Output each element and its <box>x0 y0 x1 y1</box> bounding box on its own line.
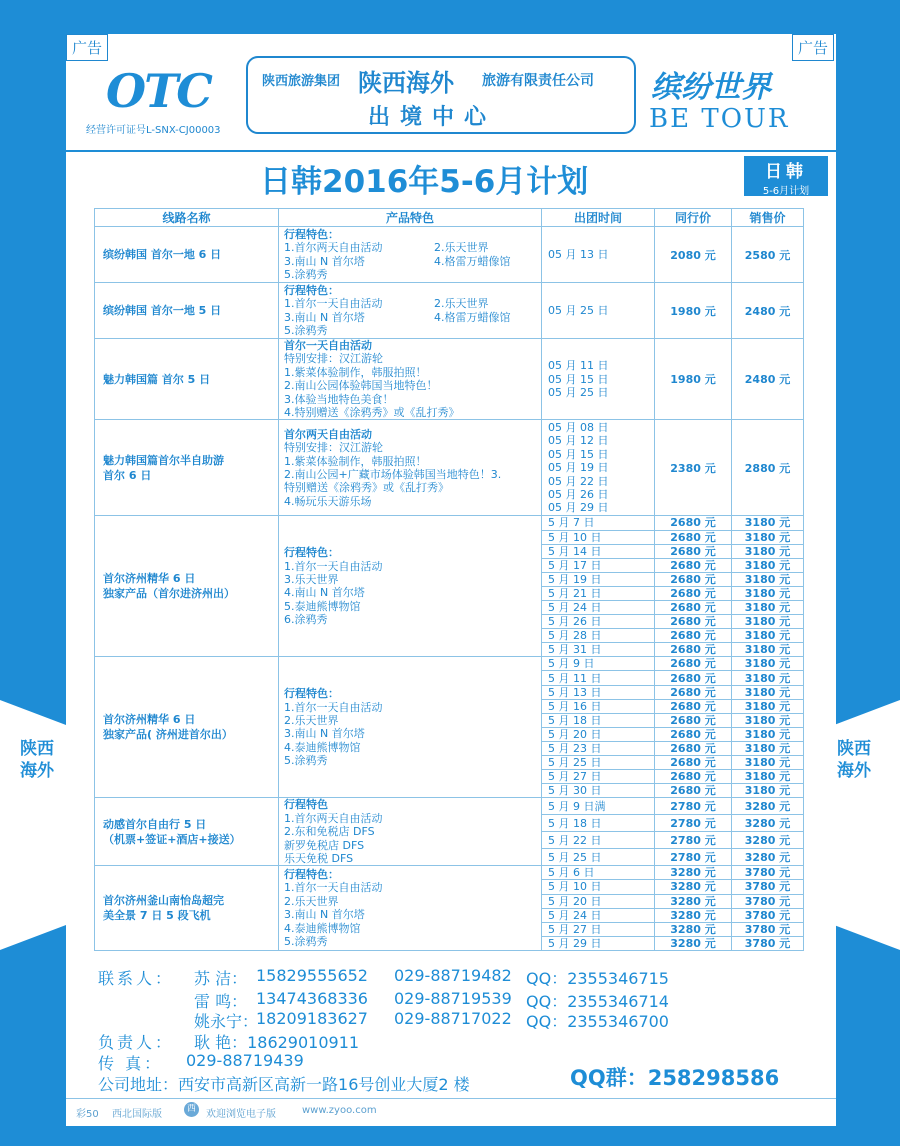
feature-line <box>284 241 541 254</box>
route-name-line: 魅力韩国篇 首尔 5 日 <box>103 372 211 386</box>
product-features <box>279 657 542 798</box>
peer-price: 2680 元 <box>655 516 732 530</box>
page-number: 彩50 <box>76 1109 99 1120</box>
contact-name: 雷 鸣： <box>194 992 248 1011</box>
peer-price: 2680 元 <box>655 601 732 615</box>
feature-line: 4.南山 N 首尔塔 <box>284 586 365 600</box>
route-tag <box>744 156 828 196</box>
table-row <box>95 420 804 516</box>
features-label: 首尔两天自由活动 <box>284 427 372 441</box>
sale-price: 3180 元 <box>732 558 804 572</box>
feature-line <box>284 455 541 468</box>
route-name-line: 美全景 7 日 5 段飞机 <box>103 909 211 923</box>
peer-price: 2680 元 <box>655 756 732 770</box>
header-features: 产品特色 <box>279 209 542 227</box>
feature-line: 5.泰迪熊博物馆 <box>284 599 361 613</box>
feature-line: 5.涂鸦秀 <box>284 934 328 948</box>
departure-date: 05 月 12 日 <box>548 434 609 448</box>
departure-date: 5 月 26 日 <box>542 615 655 629</box>
page-title: 日韩2016年5-6月计划 <box>260 164 589 200</box>
ad-label-right: 广告 <box>792 34 834 61</box>
feature-line: 4.泰迪熊博物馆 <box>284 921 361 935</box>
route-name-line: 缤纷韩国 首尔一地 5 日 <box>103 304 222 317</box>
route-tag-main: 日韩 <box>765 162 807 182</box>
departure-date: 05 月 22 日 <box>548 474 609 488</box>
sale-price: 3180 元 <box>732 530 804 544</box>
departure-date: 5 月 28 日 <box>542 629 655 643</box>
be-tour-logo-en: BE TOUR <box>649 104 790 134</box>
feature-line <box>284 379 541 392</box>
product-features <box>279 420 542 516</box>
sale-price: 3180 元 <box>732 770 804 784</box>
departure-date: 5 月 27 日 <box>542 922 655 936</box>
peer-price: 1980 元 <box>655 339 732 420</box>
departure-date: 5 月 20 日 <box>542 894 655 908</box>
sale-price: 3180 元 <box>732 601 804 615</box>
contact-tel: 029-88719539 <box>394 989 512 1008</box>
peer-price: 2680 元 <box>655 586 732 600</box>
peer-price: 2680 元 <box>655 770 732 784</box>
sale-price: 3280 元 <box>732 798 804 815</box>
sale-price: 3180 元 <box>732 629 804 643</box>
feature-line <box>284 366 541 379</box>
table-row <box>95 657 804 671</box>
table-header-row <box>95 209 804 227</box>
feature-line: 新罗免税店 DFS <box>284 838 365 852</box>
departure-date: 5 月 25 日 <box>542 756 655 770</box>
feature-item: 2.南山公园+广藏市场体验韩国当地特色！3. <box>284 467 502 481</box>
departure-date: 05 月 15 日 <box>548 372 609 386</box>
table-row <box>95 516 804 530</box>
table-row <box>95 339 804 420</box>
contact-name: 苏 洁： <box>194 969 248 988</box>
features-label: 首尔一天自由活动 <box>284 339 372 352</box>
product-features <box>279 227 542 283</box>
peer-price: 2780 元 <box>655 798 732 815</box>
sale-price: 3280 元 <box>732 815 804 832</box>
features-label: 行程特色： <box>284 867 339 881</box>
qq-group: QQ群：258298586 <box>570 1066 780 1090</box>
company-name: 旅游有限责任公司 <box>482 73 594 89</box>
route-name <box>95 516 279 657</box>
page-footer <box>66 1098 836 1126</box>
peer-price: 2780 元 <box>655 849 732 866</box>
feature-item: 1.紫菜体验制作，韩服拍照！ <box>284 365 427 379</box>
departure-date: 5 月 27 日 <box>542 770 655 784</box>
header-peer-price: 同行价 <box>655 209 732 227</box>
license-number: 经营许可证号L-SNX-CJ00003 <box>86 125 221 136</box>
departure-date: 5 月 10 日 <box>542 880 655 894</box>
contact-mobile: 15829555652 <box>256 966 368 985</box>
peer-price: 3280 元 <box>655 894 732 908</box>
departure-date: 5 月 22 日 <box>542 832 655 849</box>
right-side-text: 陕西海外 <box>837 739 871 781</box>
peer-price: 1980 元 <box>655 283 732 339</box>
group-name: 陕西旅游集团 <box>262 74 341 89</box>
route-name-line: 首尔 6 日 <box>103 468 152 482</box>
sale-price: 3180 元 <box>732 727 804 741</box>
feature-item: 1.紫菜体验制作，韩服拍照！ <box>284 454 427 468</box>
manager-value: 耿 艳：18629010911 <box>194 1033 360 1052</box>
peer-price: 2680 元 <box>655 713 732 727</box>
feature-line <box>284 481 541 494</box>
sale-price: 2480 元 <box>732 283 804 339</box>
header-route: 线路名称 <box>95 209 279 227</box>
feature-line <box>284 268 541 281</box>
sale-price: 3180 元 <box>732 643 804 657</box>
feature-item: 1.首尔两天自由活动 <box>284 241 383 255</box>
manager-label: 负责人： <box>98 1033 175 1052</box>
peer-price: 2680 元 <box>655 699 732 713</box>
peer-price: 2680 元 <box>655 544 732 558</box>
product-features <box>279 798 542 866</box>
be-tour-logo-cn: 缤纷世界 <box>651 70 771 105</box>
departure-date: 05 月 15 日 <box>548 447 609 461</box>
sale-price: 3780 元 <box>732 894 804 908</box>
otc-logo: OTC <box>106 64 211 118</box>
sale-price: 3780 元 <box>732 922 804 936</box>
sale-price: 3180 元 <box>732 544 804 558</box>
features-label: 行程特色： <box>284 283 339 297</box>
feature-item: 3.体验当地特色美食！ <box>284 392 394 406</box>
route-name <box>95 866 279 951</box>
departure-date: 5 月 25 日 <box>542 849 655 866</box>
feature-item: 特别赠送《涂鸦秀》或《乱打秀》 <box>284 481 449 495</box>
contact-tel: 029-88719482 <box>394 966 512 985</box>
sale-price: 3780 元 <box>732 908 804 922</box>
table-row <box>95 283 804 339</box>
route-name-line: 独家产品( 济州进首尔出） <box>103 728 233 742</box>
contact-qq: QQ：2355346700 <box>526 1012 669 1031</box>
sale-price: 3180 元 <box>732 615 804 629</box>
feature-line <box>284 255 541 268</box>
feature-line <box>284 311 541 324</box>
departure-date: 5 月 16 日 <box>542 699 655 713</box>
features-label: 行程特色： <box>284 687 339 701</box>
product-features <box>279 283 542 339</box>
feature-line <box>284 352 541 365</box>
address-row <box>98 1072 470 1092</box>
departure-date: 5 月 29 日 <box>542 936 655 950</box>
feature-line: 2.东和免税店 DFS <box>284 825 375 839</box>
route-name-line: 魅力韩国篇首尔半自助游 <box>103 453 224 467</box>
peer-price: 2680 元 <box>655 657 732 671</box>
contact-mobile: 13474368336 <box>256 989 368 1008</box>
sale-price: 3180 元 <box>732 586 804 600</box>
departure-date: 5 月 24 日 <box>542 601 655 615</box>
peer-price: 3280 元 <box>655 908 732 922</box>
welcome-text: 欢迎浏览电子版 <box>206 1109 276 1120</box>
feature-item: 5.涂鸦秀 <box>284 267 328 281</box>
sale-price: 3180 元 <box>732 657 804 671</box>
departure-date: 05 月 26 日 <box>548 488 609 502</box>
features-label: 行程特色： <box>284 227 339 241</box>
feature-line <box>284 406 541 419</box>
peer-price: 2680 元 <box>655 530 732 544</box>
edition-name: 西北国际版 <box>112 1109 162 1120</box>
sale-price: 3180 元 <box>732 756 804 770</box>
departure-date: 5 月 21 日 <box>542 586 655 600</box>
departure-date: 05 月 19 日 <box>548 461 609 475</box>
departure-date: 05 月 25 日 <box>548 303 609 317</box>
feature-item: 4.格雷万蜡像馆 <box>434 310 511 324</box>
department-name: 出境中心 <box>368 105 497 130</box>
website-link[interactable]: www.zyoo.com <box>302 1105 377 1116</box>
departure-date: 05 月 08 日 <box>548 421 609 435</box>
feature-item: 2.乐天世界 <box>434 297 489 311</box>
header-dates: 出团时间 <box>542 209 655 227</box>
departure-date: 5 月 18 日 <box>542 713 655 727</box>
peer-price: 2680 元 <box>655 727 732 741</box>
peer-price: 2780 元 <box>655 815 732 832</box>
feature-line: 2.乐天世界 <box>284 713 339 727</box>
feature-line <box>284 468 541 481</box>
edition-icon: 西 <box>184 1102 199 1117</box>
route-name-line: （机票+签证+酒店+接送） <box>103 832 241 846</box>
contact-tel: 029-88717022 <box>394 1009 512 1028</box>
departure-dates <box>542 283 655 339</box>
route-name-line: 首尔济州釜山南怡岛超完 <box>103 894 224 908</box>
departure-date: 5 月 9 日满 <box>542 798 655 815</box>
contact-mobile: 18209183627 <box>256 1009 368 1028</box>
sale-price: 3180 元 <box>732 685 804 699</box>
feature-line <box>284 297 541 310</box>
sale-price: 3280 元 <box>732 832 804 849</box>
feature-line: 3.南山 N 首尔塔 <box>284 908 365 922</box>
feature-item: 4.畅玩乐天游乐场 <box>284 494 372 508</box>
peer-price: 2680 元 <box>655 572 732 586</box>
peer-price: 3280 元 <box>655 880 732 894</box>
departure-date: 5 月 13 日 <box>542 685 655 699</box>
peer-price: 2680 元 <box>655 643 732 657</box>
peer-price: 2680 元 <box>655 741 732 755</box>
departure-date: 05 月 25 日 <box>548 385 609 399</box>
feature-line <box>284 441 541 454</box>
feature-line: 4.泰迪熊博物馆 <box>284 740 361 754</box>
feature-line: 2.乐天世界 <box>284 894 339 908</box>
departure-date: 5 月 18 日 <box>542 815 655 832</box>
route-name-line: 首尔济州精华 6 日 <box>103 572 196 586</box>
peer-price: 3280 元 <box>655 936 732 950</box>
feature-line <box>284 393 541 406</box>
feature-line: 1.首尔两天自由活动 <box>284 811 383 825</box>
route-name <box>95 420 279 516</box>
peer-price: 2680 元 <box>655 784 732 798</box>
sale-price: 2880 元 <box>732 420 804 516</box>
departure-date: 5 月 20 日 <box>542 727 655 741</box>
departure-date: 05 月 13 日 <box>548 247 609 261</box>
departure-date: 5 月 24 日 <box>542 908 655 922</box>
contact-name: 姚永宁： <box>194 1012 259 1031</box>
contact-qq: QQ：2355346714 <box>526 992 669 1011</box>
route-name-line: 缤纷韩国 首尔一地 6 日 <box>103 248 222 261</box>
feature-line: 5.涂鸦秀 <box>284 754 328 768</box>
route-name-line: 首尔济州精华 6 日 <box>103 713 196 727</box>
peer-price: 3280 元 <box>655 866 732 880</box>
feature-item: 3.南山 N 首尔塔 <box>284 310 365 324</box>
tour-plan-table <box>94 208 804 951</box>
page-header <box>66 54 836 150</box>
left-side-text: 陕西海外 <box>20 739 54 781</box>
departure-dates <box>542 227 655 283</box>
departure-date: 5 月 23 日 <box>542 741 655 755</box>
contact-label: 联系人： <box>98 969 175 988</box>
sale-price: 3180 元 <box>732 516 804 530</box>
brand-name: 陕西海外 <box>358 68 454 97</box>
table-body <box>95 227 804 951</box>
table-row <box>95 798 804 815</box>
feature-item: 3.南山 N 首尔塔 <box>284 254 365 268</box>
feature-line: 6.涂鸦秀 <box>284 613 328 627</box>
sale-price: 2480 元 <box>732 339 804 420</box>
feature-line <box>284 324 541 337</box>
route-tag-sub: 5-6月计划 <box>762 186 810 197</box>
departure-date: 5 月 17 日 <box>542 558 655 572</box>
fax-label: 传 真： <box>98 1054 164 1073</box>
contact-qq: QQ：2355346715 <box>526 969 669 988</box>
feature-item: 特别安排：汉江游轮 <box>284 352 383 366</box>
departure-date: 5 月 30 日 <box>542 784 655 798</box>
feature-item: 4.格雷万蜡像馆 <box>434 254 511 268</box>
departure-date: 5 月 6 日 <box>542 866 655 880</box>
departure-dates <box>542 420 655 516</box>
product-features <box>279 339 542 420</box>
fax-value: 029-88719439 <box>186 1051 304 1070</box>
sale-price: 3180 元 <box>732 572 804 586</box>
route-name <box>95 798 279 866</box>
sale-price: 3280 元 <box>732 849 804 866</box>
features-label: 行程特色： <box>284 546 339 560</box>
departure-date: 5 月 9 日 <box>542 657 655 671</box>
feature-item: 1.首尔一天自由活动 <box>284 297 383 311</box>
peer-price: 2680 元 <box>655 671 732 685</box>
table-row <box>95 866 804 880</box>
feature-line: 1.首尔一天自由活动 <box>284 881 383 895</box>
feature-item: 2.乐天世界 <box>434 241 489 255</box>
sale-price: 3180 元 <box>732 699 804 713</box>
departure-date: 5 月 7 日 <box>542 516 655 530</box>
route-name-line: 动感首尔自由行 5 日 <box>103 817 207 831</box>
product-features <box>279 866 542 951</box>
departure-date: 5 月 19 日 <box>542 572 655 586</box>
departure-date: 5 月 11 日 <box>542 671 655 685</box>
feature-line: 3.乐天世界 <box>284 573 339 586</box>
sale-price: 3780 元 <box>732 880 804 894</box>
sale-price: 3180 元 <box>732 713 804 727</box>
company-badge <box>246 56 636 134</box>
table-row <box>95 227 804 283</box>
peer-price: 2680 元 <box>655 685 732 699</box>
feature-item: 2.南山公园体验韩国当地特色！ <box>284 379 438 393</box>
feature-line: 1.首尔一天自由活动 <box>284 559 383 573</box>
sale-price: 3180 元 <box>732 784 804 798</box>
sale-price: 3780 元 <box>732 936 804 950</box>
route-name <box>95 339 279 420</box>
departure-date: 5 月 10 日 <box>542 530 655 544</box>
peer-price: 3280 元 <box>655 922 732 936</box>
peer-price: 2680 元 <box>655 558 732 572</box>
peer-price: 2380 元 <box>655 420 732 516</box>
ad-label-left: 广告 <box>66 34 108 61</box>
peer-price: 2680 元 <box>655 629 732 643</box>
departure-date: 05 月 29 日 <box>548 501 609 515</box>
sale-price: 3180 元 <box>732 671 804 685</box>
sale-price: 3180 元 <box>732 741 804 755</box>
sale-price: 3780 元 <box>732 866 804 880</box>
address-label: 公司地址： <box>98 1075 179 1094</box>
departure-dates <box>542 339 655 420</box>
feature-line: 1.首尔一天自由活动 <box>284 700 383 714</box>
feature-line <box>284 495 541 508</box>
route-name <box>95 227 279 283</box>
feature-item: 特别安排：汉江游轮 <box>284 441 383 455</box>
product-features <box>279 516 542 657</box>
header-sale-price: 销售价 <box>732 209 804 227</box>
feature-line: 3.南山 N 首尔塔 <box>284 727 365 741</box>
header-divider <box>66 150 836 152</box>
feature-item: 4.特别赠送《涂鸦秀》或《乱打秀》 <box>284 406 460 420</box>
route-name <box>95 657 279 798</box>
departure-date: 5 月 31 日 <box>542 643 655 657</box>
departure-date: 5 月 14 日 <box>542 544 655 558</box>
peer-price: 2680 元 <box>655 615 732 629</box>
route-name <box>95 283 279 339</box>
address-value: 西安市高新区高新一路16号创业大厦2 楼 <box>178 1075 470 1094</box>
peer-price: 2080 元 <box>655 227 732 283</box>
feature-line: 乐天免税 DFS <box>284 851 354 865</box>
route-name-line: 独家产品（首尔进济州出） <box>103 587 235 601</box>
departure-date: 05 月 11 日 <box>548 359 609 373</box>
sale-price: 2580 元 <box>732 227 804 283</box>
feature-item: 5.涂鸦秀 <box>284 323 328 337</box>
peer-price: 2780 元 <box>655 832 732 849</box>
features-label: 行程特色 <box>284 798 328 812</box>
